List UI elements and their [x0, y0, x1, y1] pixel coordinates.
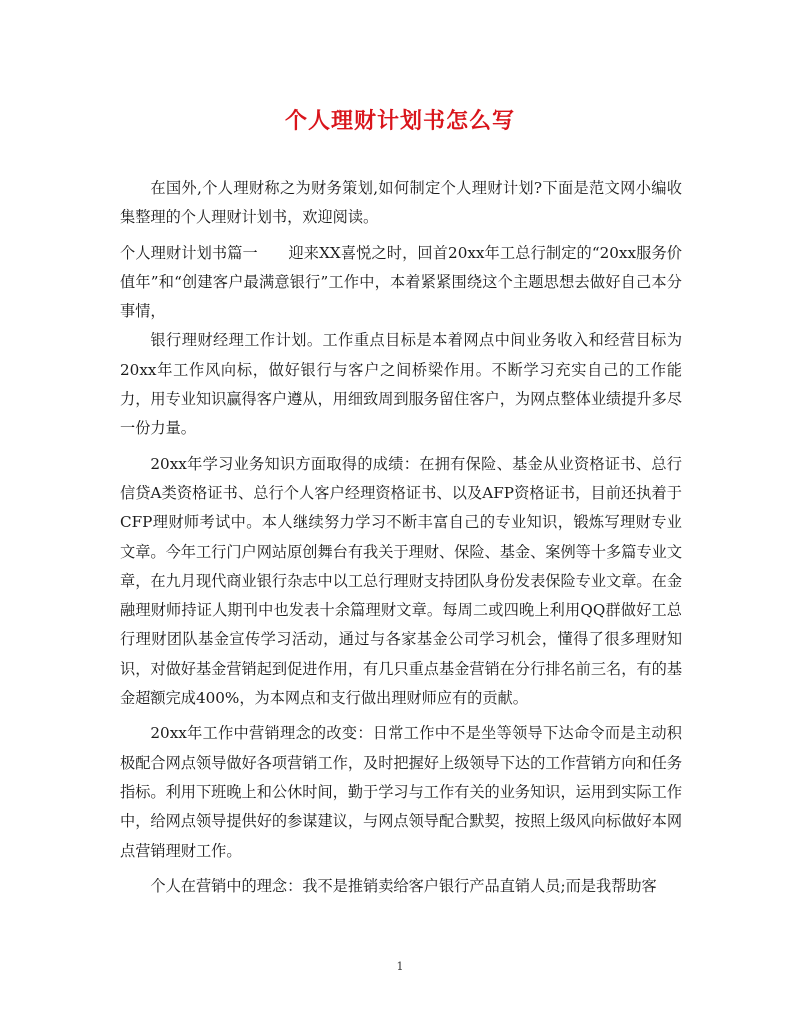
- paragraph-marketing-philosophy: 个人在营销中的理念：我不是推销卖给客户银行产品直销人员;而是我帮助客: [150, 876, 657, 895]
- page-title: 个人理财计划书怎么写: [284, 108, 515, 134]
- document-body: [120, 174, 682, 907]
- paragraph-work-plan: 银行理财经理工作计划。工作重点目标是本着网点中间业务收入和经营目标为20xx年工作风向标，做好银行与客户之间桥梁作用。不断学习充实自己的工作能力，用专业知识赢得客户遵从，用细致周到服务留住客户，为网点整体业绩提升多尽一份力量。: [120, 331, 682, 438]
- paragraph-intro: 在国外,个人理财称之为财务策划,如何制定个人理财计划?下面是范文网小编收集整理的个人理财计划书，欢迎阅读。: [120, 179, 682, 227]
- paragraph-study-achievements: 20xx年学习业务知识方面取得的成绩：在拥有保险、基金从业资格证书、总行信贷A类资格证书、总行个人客户经理资格证书、以及AFP资格证书，目前还执着于CFP理财师考试中。本人继续努力学习不断丰富自己的专业知识，锻炼写理财专业文章。今年工行门户网站原创舞台有我关于理财、保险、基金、案例等十多篇专业文章，在九月现代商业银行杂志中以工总行理财支持团队身份发表保险专业文章。在金融理财师持证人期刊中也发表十余篇理财文章。每周二或四晚上利用QQ群做好工总行理财团队基金宣传学习活动，通过与各家基金公司学习机会，懂得了很多理财知识，对做好基金营销起到促进作用，有几只重点基金营销在分行排名前三名，有的基金超额完成400%，为本网点和支行做出理财师应有的贡献。: [120, 454, 682, 708]
- page-number: 1: [396, 960, 404, 973]
- paragraph-plan-one: 个人理财计划书篇一 迎来XX喜悦之时，回首20xx年工总行制定的“20xx服务价值年”和“创建客户最满意银行”工作中，本着紧紧围绕这个主题思想去做好自己本分事情，: [120, 243, 682, 321]
- paragraph-marketing-change: 20xx年工作中营销理念的改变：日常工作中不是坐等领导下达命令而是主动积极配合网点领导做好各项营销工作，及时把握好上级领导下达的工作营销方向和任务指标。利用下班晚上和公休时间，勤于学习与工作有关的业务知识，运用到实际工作中，给网点领导提供好的参谋建议，与网点领导配合默契，按照上级风向标做好本网点营销理财工作。: [120, 724, 682, 860]
